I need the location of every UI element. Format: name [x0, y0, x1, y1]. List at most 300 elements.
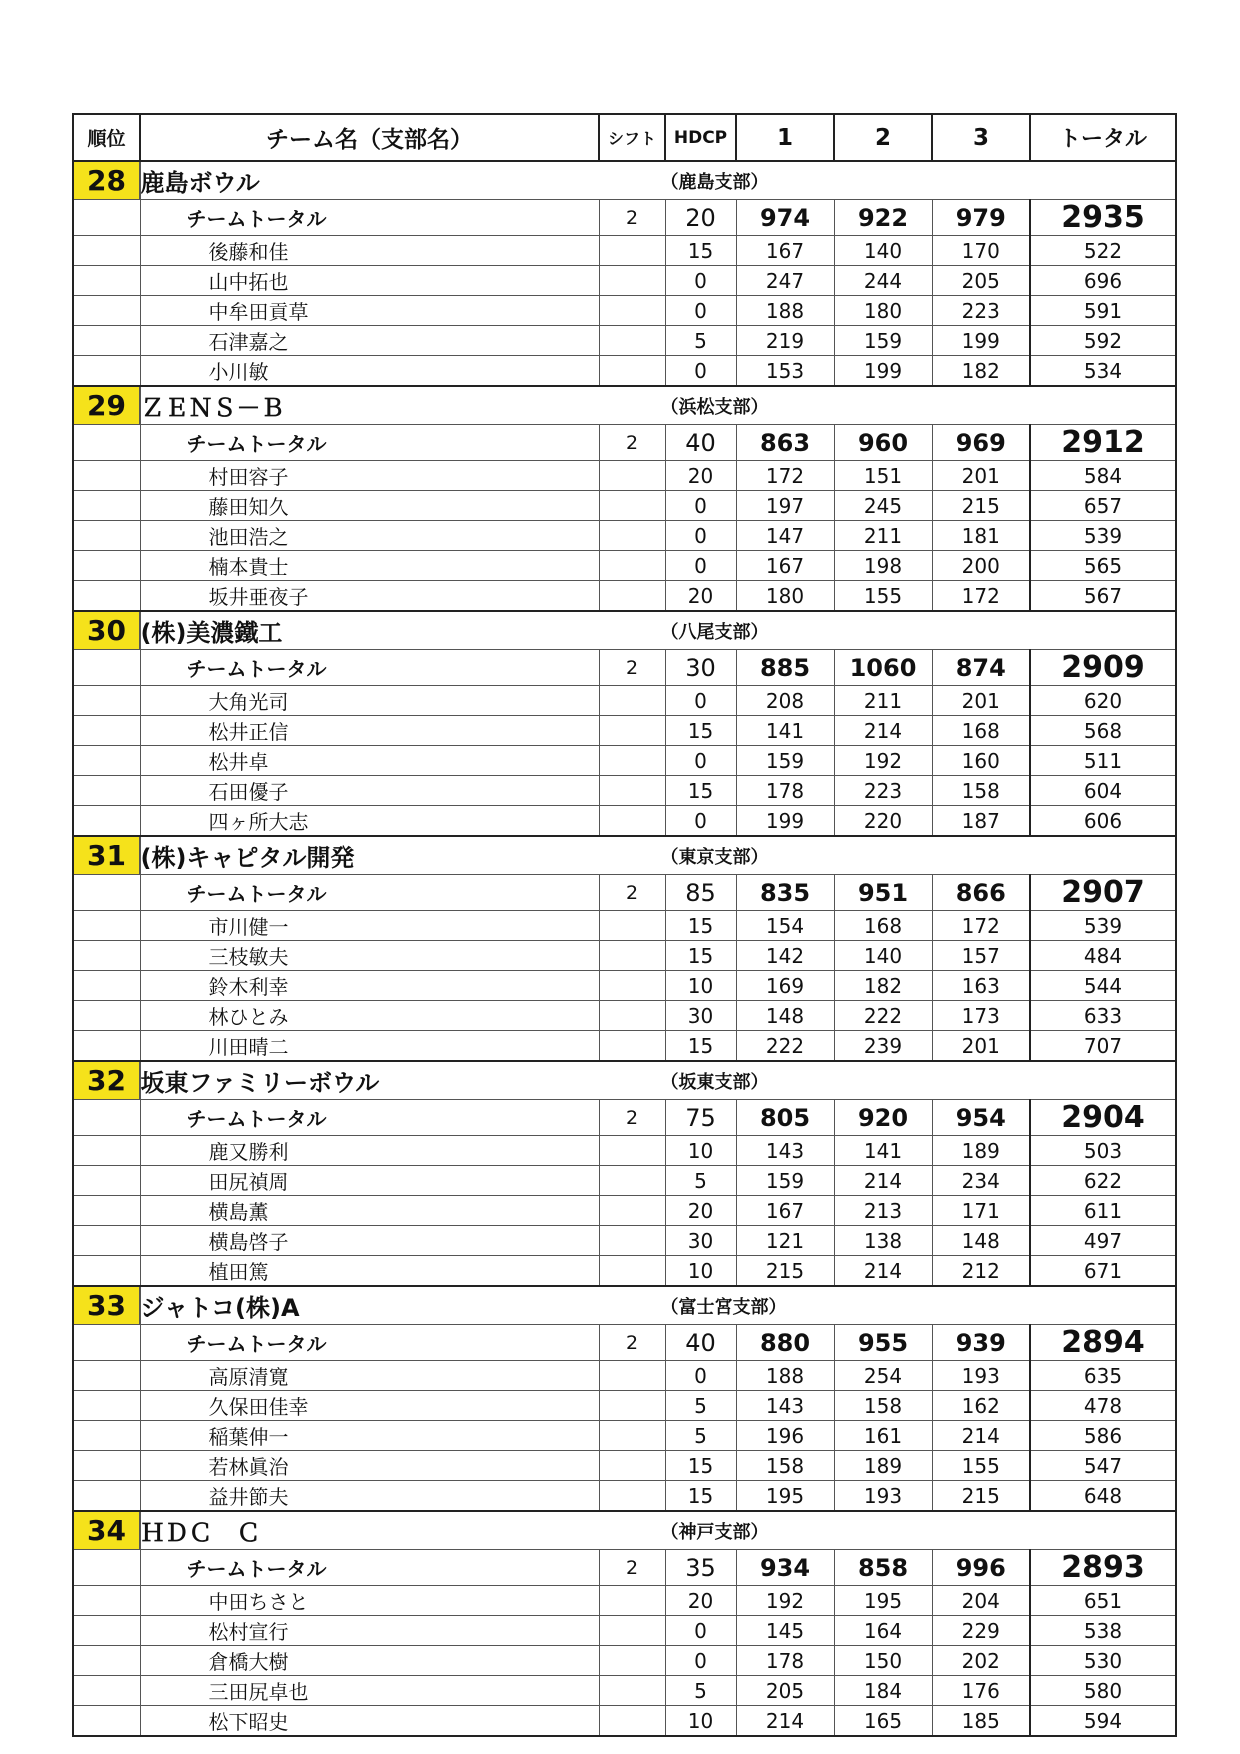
player-name: 横島啓子	[140, 1226, 599, 1256]
player-game-3: 204	[932, 1586, 1030, 1616]
rank-badge: 34	[74, 1512, 140, 1549]
team-name-cell	[140, 1061, 1176, 1100]
player-game-2: 222	[834, 1001, 932, 1031]
team-shift: 2	[599, 1550, 665, 1586]
player-game-1: 222	[736, 1031, 834, 1062]
team-total-row	[73, 1325, 1176, 1361]
rank-blank-cell	[73, 356, 140, 387]
player-game-1: 188	[736, 1361, 834, 1391]
player-total: 503	[1030, 1136, 1176, 1166]
player-name: 三枝敏夫	[140, 941, 599, 971]
team-total-label: チームトータル	[140, 1325, 599, 1361]
player-shift-blank	[599, 521, 665, 551]
team-game-1: 863	[736, 425, 834, 461]
player-shift-blank	[599, 581, 665, 612]
rank-cell	[73, 836, 140, 875]
player-hdcp: 0	[665, 1616, 736, 1646]
player-name: 坂井亜夜子	[140, 581, 599, 612]
player-shift-blank	[599, 1451, 665, 1481]
player-total: 671	[1030, 1256, 1176, 1287]
player-game-1: 143	[736, 1136, 834, 1166]
player-game-3: 215	[932, 491, 1030, 521]
player-game-1: 178	[736, 776, 834, 806]
player-game-1: 142	[736, 941, 834, 971]
rank-blank-cell	[73, 266, 140, 296]
player-row	[73, 941, 1176, 971]
player-total: 591	[1030, 296, 1176, 326]
team-branch: （八尾支部）	[660, 621, 769, 643]
player-total: 651	[1030, 1586, 1176, 1616]
team-shift: 2	[599, 650, 665, 686]
header-team-name: チーム名（支部名）	[140, 114, 599, 161]
player-total: 522	[1030, 236, 1176, 266]
player-row	[73, 1676, 1176, 1706]
team-shift: 2	[599, 1325, 665, 1361]
player-row	[73, 236, 1176, 266]
team-name-cell	[140, 1511, 1176, 1550]
player-shift-blank	[599, 776, 665, 806]
player-game-1: 188	[736, 296, 834, 326]
player-hdcp: 20	[665, 581, 736, 612]
player-shift-blank	[599, 1706, 665, 1737]
team-name-wrap	[141, 163, 1176, 198]
team-shift: 2	[599, 425, 665, 461]
team-total-score: 2912	[1030, 425, 1176, 461]
player-total: 604	[1030, 776, 1176, 806]
team-name-cell	[140, 1286, 1176, 1325]
rank-blank-cell	[73, 425, 140, 461]
player-total: 622	[1030, 1166, 1176, 1196]
player-game-1: 205	[736, 1676, 834, 1706]
rank-blank-cell	[73, 1196, 140, 1226]
team-game-1: 934	[736, 1550, 834, 1586]
team-game-3: 954	[932, 1100, 1030, 1136]
player-total: 696	[1030, 266, 1176, 296]
player-total: 484	[1030, 941, 1176, 971]
rank-cell	[73, 1286, 140, 1325]
rank-blank-cell	[73, 326, 140, 356]
team-hdcp: 40	[665, 1325, 736, 1361]
team-total-score: 2935	[1030, 200, 1176, 236]
team-game-2: 955	[834, 1325, 932, 1361]
player-total: 633	[1030, 1001, 1176, 1031]
team-hdcp: 20	[665, 200, 736, 236]
player-row	[73, 551, 1176, 581]
rank-blank-cell	[73, 1481, 140, 1512]
team-name-cell	[140, 161, 1176, 200]
player-game-2: 193	[834, 1481, 932, 1512]
header-game-2: 2	[834, 114, 932, 161]
player-row	[73, 806, 1176, 837]
rank-blank-cell	[73, 200, 140, 236]
team-total-label: チームトータル	[140, 1550, 599, 1586]
player-hdcp: 0	[665, 746, 736, 776]
rank-blank-cell	[73, 1421, 140, 1451]
rank-blank-cell	[73, 911, 140, 941]
player-total: 539	[1030, 911, 1176, 941]
player-name: 松村宣行	[140, 1616, 599, 1646]
player-game-3: 158	[932, 776, 1030, 806]
player-game-3: 162	[932, 1391, 1030, 1421]
rank-blank-cell	[73, 746, 140, 776]
player-game-1: 154	[736, 911, 834, 941]
rank-blank-cell	[73, 1451, 140, 1481]
rank-cell	[73, 161, 140, 200]
player-shift-blank	[599, 491, 665, 521]
team-game-2: 960	[834, 425, 932, 461]
team-game-2: 920	[834, 1100, 932, 1136]
rank-blank-cell	[73, 1100, 140, 1136]
player-game-3: 170	[932, 236, 1030, 266]
player-game-2: 150	[834, 1646, 932, 1676]
team-total-row	[73, 875, 1176, 911]
player-row	[73, 1586, 1176, 1616]
player-game-2: 180	[834, 296, 932, 326]
rank-blank-cell	[73, 1226, 140, 1256]
player-game-2: 244	[834, 266, 932, 296]
team-total-label: チームトータル	[140, 200, 599, 236]
player-hdcp: 15	[665, 941, 736, 971]
rank-badge: 33	[74, 1287, 140, 1324]
rank-blank-cell	[73, 1586, 140, 1616]
rank-badge: 32	[74, 1062, 140, 1099]
rank-blank-cell	[73, 1325, 140, 1361]
player-game-3: 182	[932, 356, 1030, 387]
player-total: 592	[1030, 326, 1176, 356]
team-name: (株)美濃鐵工	[140, 619, 283, 647]
player-shift-blank	[599, 1586, 665, 1616]
player-game-3: 199	[932, 326, 1030, 356]
team-name: 坂東ファミリーボウル	[140, 1069, 380, 1097]
player-game-2: 213	[834, 1196, 932, 1226]
player-name: 小川敏	[140, 356, 599, 387]
player-hdcp: 0	[665, 266, 736, 296]
player-name: 林ひとみ	[140, 1001, 599, 1031]
player-row	[73, 911, 1176, 941]
player-shift-blank	[599, 1391, 665, 1421]
player-hdcp: 15	[665, 1481, 736, 1512]
player-game-2: 159	[834, 326, 932, 356]
player-name: 鹿又勝利	[140, 1136, 599, 1166]
player-hdcp: 0	[665, 521, 736, 551]
rank-badge: 30	[74, 612, 140, 649]
player-shift-blank	[599, 1676, 665, 1706]
player-game-3: 201	[932, 686, 1030, 716]
player-hdcp: 10	[665, 971, 736, 1001]
player-game-3: 193	[932, 1361, 1030, 1391]
player-game-2: 164	[834, 1616, 932, 1646]
team-hdcp: 85	[665, 875, 736, 911]
player-total: 620	[1030, 686, 1176, 716]
player-game-2: 140	[834, 236, 932, 266]
player-row	[73, 971, 1176, 1001]
team-name-wrap	[141, 1288, 1176, 1323]
player-hdcp: 15	[665, 1451, 736, 1481]
player-hdcp: 5	[665, 1166, 736, 1196]
player-name: 植田篤	[140, 1256, 599, 1287]
player-game-1: 145	[736, 1616, 834, 1646]
player-game-1: 208	[736, 686, 834, 716]
rank-blank-cell	[73, 1166, 140, 1196]
player-game-1: 121	[736, 1226, 834, 1256]
team-total-row	[73, 650, 1176, 686]
player-shift-blank	[599, 1481, 665, 1512]
player-game-3: 157	[932, 941, 1030, 971]
rank-blank-cell	[73, 650, 140, 686]
team-name-wrap	[141, 388, 1176, 423]
player-row	[73, 1196, 1176, 1226]
team-name: ＺＥＮＳ－Ｂ	[140, 394, 285, 422]
team-header-row	[73, 1286, 1176, 1325]
player-hdcp: 15	[665, 911, 736, 941]
player-shift-blank	[599, 266, 665, 296]
player-name: 楠本貴士	[140, 551, 599, 581]
player-hdcp: 10	[665, 1136, 736, 1166]
player-name: 稲葉伸一	[140, 1421, 599, 1451]
player-game-2: 199	[834, 356, 932, 387]
player-total: 538	[1030, 1616, 1176, 1646]
player-shift-blank	[599, 1616, 665, 1646]
player-game-2: 168	[834, 911, 932, 941]
player-hdcp: 0	[665, 1646, 736, 1676]
team-header-row	[73, 1511, 1176, 1550]
player-game-1: 148	[736, 1001, 834, 1031]
player-shift-blank	[599, 326, 665, 356]
player-row	[73, 296, 1176, 326]
rank-badge: 31	[74, 837, 140, 874]
team-shift: 2	[599, 200, 665, 236]
player-row	[73, 1166, 1176, 1196]
team-branch: （東京支部）	[660, 846, 769, 868]
player-row	[73, 1031, 1176, 1062]
player-game-2: 155	[834, 581, 932, 612]
player-game-3: 148	[932, 1226, 1030, 1256]
header-game-1: 1	[736, 114, 834, 161]
player-game-3: 168	[932, 716, 1030, 746]
team-shift: 2	[599, 1100, 665, 1136]
player-game-1: 214	[736, 1706, 834, 1737]
rank-blank-cell	[73, 1001, 140, 1031]
player-game-2: 223	[834, 776, 932, 806]
player-game-2: 140	[834, 941, 932, 971]
team-game-3: 996	[932, 1550, 1030, 1586]
team-name: ジャトコ(株)A	[140, 1294, 300, 1322]
player-row	[73, 491, 1176, 521]
player-game-2: 245	[834, 491, 932, 521]
rank-blank-cell	[73, 521, 140, 551]
rank-blank-cell	[73, 716, 140, 746]
team-name-wrap	[141, 838, 1176, 873]
player-row	[73, 266, 1176, 296]
player-game-3: 181	[932, 521, 1030, 551]
player-game-1: 147	[736, 521, 834, 551]
player-hdcp: 15	[665, 236, 736, 266]
player-shift-blank	[599, 551, 665, 581]
player-row	[73, 1481, 1176, 1512]
player-total: 539	[1030, 521, 1176, 551]
team-branch: （鹿島支部）	[660, 171, 769, 193]
player-game-3: 212	[932, 1256, 1030, 1287]
team-total-row	[73, 1550, 1176, 1586]
player-shift-blank	[599, 716, 665, 746]
rank-blank-cell	[73, 236, 140, 266]
player-game-2: 254	[834, 1361, 932, 1391]
team-branch: （浜松支部）	[660, 396, 769, 418]
player-total: 511	[1030, 746, 1176, 776]
player-game-2: 161	[834, 1421, 932, 1451]
player-shift-blank	[599, 1136, 665, 1166]
player-game-3: 172	[932, 581, 1030, 612]
rank-blank-cell	[73, 491, 140, 521]
player-shift-blank	[599, 1001, 665, 1031]
rank-blank-cell	[73, 1361, 140, 1391]
player-row	[73, 356, 1176, 387]
team-hdcp: 75	[665, 1100, 736, 1136]
player-hdcp: 0	[665, 356, 736, 387]
player-shift-blank	[599, 971, 665, 1001]
rank-blank-cell	[73, 971, 140, 1001]
player-game-3: 201	[932, 461, 1030, 491]
player-game-3: 160	[932, 746, 1030, 776]
rank-blank-cell	[73, 1550, 140, 1586]
player-game-3: 201	[932, 1031, 1030, 1062]
player-hdcp: 10	[665, 1256, 736, 1287]
team-game-2: 951	[834, 875, 932, 911]
rank-blank-cell	[73, 1646, 140, 1676]
player-game-2: 195	[834, 1586, 932, 1616]
player-game-1: 192	[736, 1586, 834, 1616]
player-name: 鈴木利幸	[140, 971, 599, 1001]
player-shift-blank	[599, 1196, 665, 1226]
rank-badge: 29	[74, 387, 140, 424]
player-shift-blank	[599, 1031, 665, 1062]
player-shift-blank	[599, 941, 665, 971]
player-total: 534	[1030, 356, 1176, 387]
team-total-score: 2907	[1030, 875, 1176, 911]
player-game-2: 214	[834, 716, 932, 746]
player-total: 580	[1030, 1676, 1176, 1706]
player-game-3: 173	[932, 1001, 1030, 1031]
rank-cell	[73, 611, 140, 650]
player-name: 松井卓	[140, 746, 599, 776]
player-hdcp: 0	[665, 551, 736, 581]
rank-blank-cell	[73, 806, 140, 837]
team-total-label: チームトータル	[140, 875, 599, 911]
header-game-3: 3	[932, 114, 1030, 161]
player-row	[73, 1421, 1176, 1451]
team-name: 鹿島ボウル	[140, 169, 260, 197]
player-game-2: 214	[834, 1256, 932, 1287]
player-name: 中田ちさと	[140, 1586, 599, 1616]
player-row	[73, 1001, 1176, 1031]
player-game-2: 198	[834, 551, 932, 581]
player-row	[73, 461, 1176, 491]
player-game-1: 167	[736, 1196, 834, 1226]
player-game-3: 155	[932, 1451, 1030, 1481]
player-hdcp: 15	[665, 1031, 736, 1062]
team-game-2: 922	[834, 200, 932, 236]
player-hdcp: 15	[665, 716, 736, 746]
player-hdcp: 5	[665, 1676, 736, 1706]
player-game-1: 199	[736, 806, 834, 837]
player-total: 478	[1030, 1391, 1176, 1421]
player-row	[73, 1646, 1176, 1676]
team-game-3: 874	[932, 650, 1030, 686]
player-total: 497	[1030, 1226, 1176, 1256]
player-total: 584	[1030, 461, 1176, 491]
player-game-2: 158	[834, 1391, 932, 1421]
team-hdcp: 40	[665, 425, 736, 461]
team-branch: （坂東支部）	[660, 1071, 769, 1093]
player-name: 三田尻卓也	[140, 1676, 599, 1706]
team-branch: （神戸支部）	[660, 1521, 769, 1543]
player-game-2: 211	[834, 686, 932, 716]
player-name: 川田晴二	[140, 1031, 599, 1062]
rank-blank-cell	[73, 686, 140, 716]
player-name: 村田容子	[140, 461, 599, 491]
rank-blank-cell	[73, 1676, 140, 1706]
player-name: 田尻禎周	[140, 1166, 599, 1196]
player-total: 530	[1030, 1646, 1176, 1676]
player-total: 565	[1030, 551, 1176, 581]
player-game-2: 192	[834, 746, 932, 776]
player-game-2: 214	[834, 1166, 932, 1196]
team-name-cell	[140, 386, 1176, 425]
player-shift-blank	[599, 461, 665, 491]
team-game-2: 858	[834, 1550, 932, 1586]
player-total: 611	[1030, 1196, 1176, 1226]
player-hdcp: 20	[665, 461, 736, 491]
player-name: 松下昭史	[140, 1706, 599, 1737]
results-table	[72, 113, 1177, 1737]
player-shift-blank	[599, 806, 665, 837]
header-hdcp: HDCP	[665, 114, 736, 161]
player-hdcp: 0	[665, 296, 736, 326]
player-game-3: 171	[932, 1196, 1030, 1226]
player-total: 586	[1030, 1421, 1176, 1451]
team-name: ＨＤＣ Ｃ	[140, 1519, 261, 1547]
player-game-2: 138	[834, 1226, 932, 1256]
player-row	[73, 1256, 1176, 1287]
player-game-1: 153	[736, 356, 834, 387]
player-game-3: 229	[932, 1616, 1030, 1646]
player-name: 四ヶ所大志	[140, 806, 599, 837]
player-row	[73, 1226, 1176, 1256]
player-total: 567	[1030, 581, 1176, 612]
rank-blank-cell	[73, 1031, 140, 1062]
rank-blank-cell	[73, 551, 140, 581]
player-name: 中牟田貢草	[140, 296, 599, 326]
player-name: 石田優子	[140, 776, 599, 806]
player-game-3: 187	[932, 806, 1030, 837]
player-shift-blank	[599, 1226, 665, 1256]
rank-blank-cell	[73, 1136, 140, 1166]
player-name: 益井節夫	[140, 1481, 599, 1512]
player-name: 後藤和佳	[140, 236, 599, 266]
player-total: 657	[1030, 491, 1176, 521]
player-shift-blank	[599, 1646, 665, 1676]
team-header-row	[73, 836, 1176, 875]
player-shift-blank	[599, 356, 665, 387]
player-game-1: 159	[736, 1166, 834, 1196]
player-hdcp: 20	[665, 1586, 736, 1616]
rank-blank-cell	[73, 1616, 140, 1646]
player-hdcp: 20	[665, 1196, 736, 1226]
player-game-1: 172	[736, 461, 834, 491]
team-total-row	[73, 1100, 1176, 1136]
player-hdcp: 0	[665, 1361, 736, 1391]
team-total-score: 2893	[1030, 1550, 1176, 1586]
